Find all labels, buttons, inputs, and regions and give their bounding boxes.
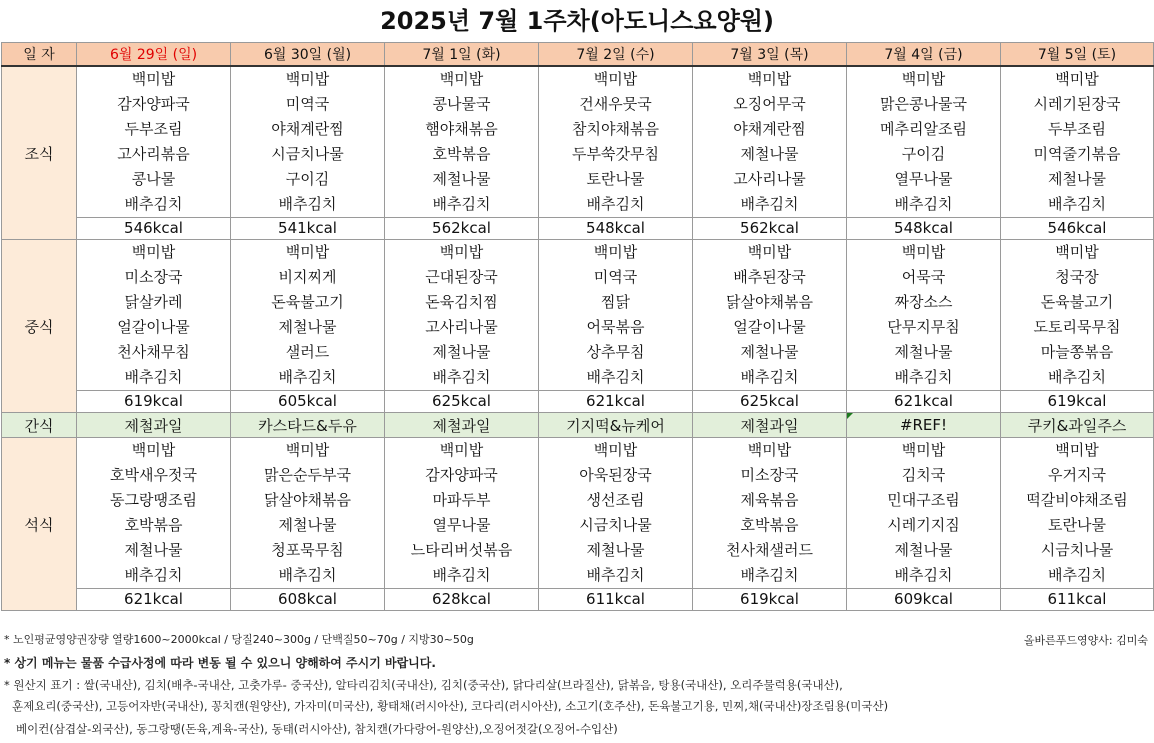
- dish-cell: 돈육김치찜: [385, 290, 539, 315]
- dish-cell: 맑은순두부국: [231, 463, 385, 488]
- dish-cell: 배추김치: [231, 563, 385, 589]
- kcal-cell: 562kcal: [385, 218, 539, 240]
- menu-row: [2, 117, 1154, 142]
- dish-cell: 콩나물국: [385, 92, 539, 117]
- dish-cell: 백미밥: [847, 438, 1001, 464]
- dish-cell: 배추김치: [693, 563, 847, 589]
- dish-cell: 백미밥: [539, 438, 693, 464]
- dish-cell: 마파두부: [385, 488, 539, 513]
- snack-cell: 제철과일: [77, 413, 231, 438]
- dish-cell: 청국장: [1001, 265, 1154, 290]
- dish-cell: 감자양파국: [385, 463, 539, 488]
- dish-cell: 근대된장국: [385, 265, 539, 290]
- dish-cell: 배추김치: [231, 365, 385, 391]
- menu-row: [2, 438, 1154, 464]
- dish-cell: 배추김치: [1001, 365, 1154, 391]
- menu-row: [2, 66, 1154, 92]
- dish-cell: 샐러드: [231, 340, 385, 365]
- dish-cell: 배추김치: [847, 365, 1001, 391]
- menu-row: [2, 538, 1154, 563]
- dish-cell: 야채계란찜: [231, 117, 385, 142]
- dish-cell: 제철나물: [77, 538, 231, 563]
- snack-cell: 카스타드&두유: [231, 413, 385, 438]
- dish-cell: 시금치나물: [231, 142, 385, 167]
- menu-row: [2, 513, 1154, 538]
- dish-cell: 고사리볶음: [77, 142, 231, 167]
- dish-cell: 시금치나물: [539, 513, 693, 538]
- dish-cell: 미소장국: [77, 265, 231, 290]
- dish-cell: 백미밥: [231, 66, 385, 92]
- kcal-cell: 621kcal: [77, 589, 231, 611]
- dish-cell: 찜닭: [539, 290, 693, 315]
- dish-cell: 비지찌게: [231, 265, 385, 290]
- dish-cell: 제철나물: [847, 538, 1001, 563]
- dish-cell: 배추김치: [77, 365, 231, 391]
- dish-cell: 배추김치: [693, 192, 847, 218]
- dish-cell: 어묵국: [847, 265, 1001, 290]
- dish-cell: 배추김치: [77, 192, 231, 218]
- dish-cell: 백미밥: [385, 438, 539, 464]
- dish-cell: 토란나물: [1001, 513, 1154, 538]
- dish-cell: 배추김치: [539, 365, 693, 391]
- dish-cell: 배추김치: [385, 563, 539, 589]
- kcal-cell: 621kcal: [847, 391, 1001, 413]
- dish-cell: 백미밥: [1001, 438, 1154, 464]
- dish-cell: 야채계란찜: [693, 117, 847, 142]
- snack-cell: 쿠키&과일주스: [1001, 413, 1154, 438]
- dish-cell: 두부쑥갓무침: [539, 142, 693, 167]
- dish-cell: 백미밥: [539, 66, 693, 92]
- dish-cell: 배추김치: [1001, 563, 1154, 589]
- dish-cell: 마늘쫑볶음: [1001, 340, 1154, 365]
- menu-row: [2, 463, 1154, 488]
- dish-cell: 시레기된장국: [1001, 92, 1154, 117]
- dish-cell: 햄야채볶음: [385, 117, 539, 142]
- dish-cell: 느타리버섯볶음: [385, 538, 539, 563]
- dish-cell: 열무나물: [385, 513, 539, 538]
- kcal-cell: 548kcal: [847, 218, 1001, 240]
- dish-cell: 호박볶음: [77, 513, 231, 538]
- day-header: 7월 2일 (수): [539, 43, 693, 67]
- dish-cell: 닭살야채볶음: [693, 290, 847, 315]
- origin-note-line: * 원산지 표기 : 쌀(국내산), 김치(배추-국내산, 고춧가루- 중국산), 알타리김치(국내산), 김치(중국산), 닭다리살(브라질산), 닭볶음, 탕용(국내산), 오리주물럭용(국내산),: [4, 678, 843, 692]
- dish-cell: 단무지무침: [847, 315, 1001, 340]
- kcal-cell: 605kcal: [231, 391, 385, 413]
- dish-cell: 우거지국: [1001, 463, 1154, 488]
- dish-cell: 제철나물: [231, 315, 385, 340]
- dish-cell: 닭살야채볶음: [231, 488, 385, 513]
- dish-cell: 미소장국: [693, 463, 847, 488]
- kcal-row: [2, 218, 1154, 240]
- menu-row: [2, 92, 1154, 117]
- dish-cell: 고사리나물: [693, 167, 847, 192]
- dish-cell: 배추김치: [385, 192, 539, 218]
- dish-cell: 두부조림: [1001, 117, 1154, 142]
- dish-cell: 닭살카레: [77, 290, 231, 315]
- dish-cell: 어묵볶음: [539, 315, 693, 340]
- dish-cell: 얼갈이나물: [693, 315, 847, 340]
- dish-cell: 배추김치: [77, 563, 231, 589]
- menu-row: [2, 142, 1154, 167]
- dish-cell: 백미밥: [1001, 240, 1154, 266]
- origin-note-line: 훈제요리(중국산), 고등어자반(국내산), 꽁치캔(원양산), 가자미(미국산), 황태채(러시아산), 코다리(러시아산), 소고기(호주산), 돈육불고기용, 민찌,채(국내산)장조림용(미국산): [12, 699, 889, 713]
- snack-cell: #REF!: [847, 413, 1001, 438]
- dish-cell: 제철나물: [385, 340, 539, 365]
- dish-cell: 백미밥: [847, 240, 1001, 266]
- kcal-cell: 548kcal: [539, 218, 693, 240]
- dish-cell: 배추김치: [231, 192, 385, 218]
- dish-cell: 미역국: [539, 265, 693, 290]
- kcal-cell: 625kcal: [693, 391, 847, 413]
- menu-row: [2, 265, 1154, 290]
- menu-row: [2, 365, 1154, 391]
- meal-label: 석식: [2, 438, 77, 611]
- page-title: 2025년 7월 1주차(아도니스요양원): [380, 7, 774, 35]
- dish-cell: 청포묵무침: [231, 538, 385, 563]
- dish-cell: 천사채무침: [77, 340, 231, 365]
- kcal-cell: 619kcal: [1001, 391, 1154, 413]
- nutrition-note: * 노인평균영양권장량 열량1600~2000kcal / 당질240~300g / 단백질50~70g / 지방30~50g: [4, 633, 474, 646]
- dish-cell: 상추무침: [539, 340, 693, 365]
- day-header: 6월 30일 (월): [231, 43, 385, 67]
- dish-cell: 백미밥: [693, 438, 847, 464]
- menu-row: [2, 315, 1154, 340]
- menu-row: [2, 340, 1154, 365]
- dish-cell: 맑은콩나물국: [847, 92, 1001, 117]
- menu-row: [2, 290, 1154, 315]
- dish-cell: 동그랑땡조림: [77, 488, 231, 513]
- dish-cell: 구이김: [231, 167, 385, 192]
- dish-cell: 제철나물: [539, 538, 693, 563]
- dish-cell: 콩나물: [77, 167, 231, 192]
- dish-cell: 시레기지짐: [847, 513, 1001, 538]
- menu-row: [2, 240, 1154, 266]
- kcal-cell: 611kcal: [539, 589, 693, 611]
- dish-cell: 호박볶음: [385, 142, 539, 167]
- kcal-cell: 621kcal: [539, 391, 693, 413]
- menu-row: [2, 192, 1154, 218]
- menu-row: [2, 167, 1154, 192]
- kcal-cell: 611kcal: [1001, 589, 1154, 611]
- dish-cell: 백미밥: [693, 66, 847, 92]
- dish-cell: 건새우뭇국: [539, 92, 693, 117]
- dish-cell: 김치국: [847, 463, 1001, 488]
- kcal-cell: 562kcal: [693, 218, 847, 240]
- snack-cell: 제철과일: [693, 413, 847, 438]
- dish-cell: 백미밥: [77, 438, 231, 464]
- dish-cell: 돈육불고기: [1001, 290, 1154, 315]
- day-header: 7월 3일 (목): [693, 43, 847, 67]
- dietitian-signature: 올바른푸드영양사: 김미숙: [1023, 634, 1148, 647]
- meal-label: 조식: [2, 66, 77, 240]
- dish-cell: 배추김치: [847, 563, 1001, 589]
- origin-note-line: 베이컨(삼겹살-외국산), 동그랑땡(돈육,계육-국산), 동태(러시아산), 참치캔(가다랑어-원양산),오징어젓갈(오징어-수입산): [16, 722, 618, 736]
- dish-cell: 오징어무국: [693, 92, 847, 117]
- dish-cell: 제철나물: [693, 340, 847, 365]
- dish-cell: 제육볶음: [693, 488, 847, 513]
- dish-cell: 배추김치: [847, 192, 1001, 218]
- dish-cell: 도토리묵무침: [1001, 315, 1154, 340]
- dish-cell: 백미밥: [847, 66, 1001, 92]
- dish-cell: 제철나물: [1001, 167, 1154, 192]
- dish-cell: 백미밥: [693, 240, 847, 266]
- dish-cell: 배추김치: [1001, 192, 1154, 218]
- dish-cell: 메추리알조림: [847, 117, 1001, 142]
- dish-cell: 제철나물: [231, 513, 385, 538]
- dish-cell: 두부조림: [77, 117, 231, 142]
- kcal-cell: 625kcal: [385, 391, 539, 413]
- header-row: [2, 43, 1154, 67]
- kcal-cell: 619kcal: [77, 391, 231, 413]
- dish-cell: 제철나물: [693, 142, 847, 167]
- menu-row: [2, 563, 1154, 589]
- meal-label: 간식: [2, 413, 77, 438]
- weekly-menu-table: [1, 42, 1154, 611]
- day-header: 7월 4일 (금): [847, 43, 1001, 67]
- dish-cell: 열무나물: [847, 167, 1001, 192]
- date-corner-label: 일 자: [2, 43, 77, 67]
- dish-cell: 백미밥: [1001, 66, 1154, 92]
- kcal-cell: 619kcal: [693, 589, 847, 611]
- dish-cell: 참치야채볶음: [539, 117, 693, 142]
- dish-cell: 천사채샐러드: [693, 538, 847, 563]
- dish-cell: 백미밥: [231, 240, 385, 266]
- kcal-row: [2, 589, 1154, 611]
- dish-cell: 백미밥: [539, 240, 693, 266]
- dish-cell: 배추된장국: [693, 265, 847, 290]
- snack-cell: 제철과일: [385, 413, 539, 438]
- kcal-cell: 608kcal: [231, 589, 385, 611]
- dish-cell: 생선조림: [539, 488, 693, 513]
- dish-cell: 짜장소스: [847, 290, 1001, 315]
- snack-row: [2, 413, 1154, 438]
- dish-cell: 백미밥: [77, 240, 231, 266]
- dish-cell: 배추김치: [693, 365, 847, 391]
- dish-cell: 제철나물: [847, 340, 1001, 365]
- dish-cell: 떡갈비야채조림: [1001, 488, 1154, 513]
- dish-cell: 호박볶음: [693, 513, 847, 538]
- dish-cell: 백미밥: [385, 66, 539, 92]
- dish-cell: 민대구조림: [847, 488, 1001, 513]
- dish-cell: 토란나물: [539, 167, 693, 192]
- dish-cell: 배추김치: [539, 192, 693, 218]
- change-warning-note: * 상기 메뉴는 물품 수급사정에 따라 변동 될 수 있으니 양해하여 주시기 바랍니다.: [4, 656, 436, 670]
- dish-cell: 배추김치: [539, 563, 693, 589]
- dish-cell: 감자양파국: [77, 92, 231, 117]
- dish-cell: 미역줄기볶음: [1001, 142, 1154, 167]
- dish-cell: 고사리나물: [385, 315, 539, 340]
- dish-cell: 호박새우젓국: [77, 463, 231, 488]
- kcal-cell: 546kcal: [1001, 218, 1154, 240]
- day-header: 6월 29일 (일): [77, 43, 231, 67]
- dish-cell: 돈육불고기: [231, 290, 385, 315]
- kcal-cell: 546kcal: [77, 218, 231, 240]
- dish-cell: 구이김: [847, 142, 1001, 167]
- day-header: 7월 5일 (토): [1001, 43, 1154, 67]
- kcal-cell: 609kcal: [847, 589, 1001, 611]
- dish-cell: 미역국: [231, 92, 385, 117]
- meal-label: 중식: [2, 240, 77, 413]
- dish-cell: 배추김치: [385, 365, 539, 391]
- dish-cell: 백미밥: [77, 66, 231, 92]
- dish-cell: 얼갈이나물: [77, 315, 231, 340]
- day-header: 7월 1일 (화): [385, 43, 539, 67]
- dish-cell: 제철나물: [385, 167, 539, 192]
- kcal-cell: 628kcal: [385, 589, 539, 611]
- kcal-row: [2, 391, 1154, 413]
- dish-cell: 백미밥: [385, 240, 539, 266]
- snack-cell: 기지떡&뉴케어: [539, 413, 693, 438]
- kcal-cell: 541kcal: [231, 218, 385, 240]
- dish-cell: 백미밥: [231, 438, 385, 464]
- dish-cell: 아욱된장국: [539, 463, 693, 488]
- dish-cell: 시금치나물: [1001, 538, 1154, 563]
- menu-row: [2, 488, 1154, 513]
